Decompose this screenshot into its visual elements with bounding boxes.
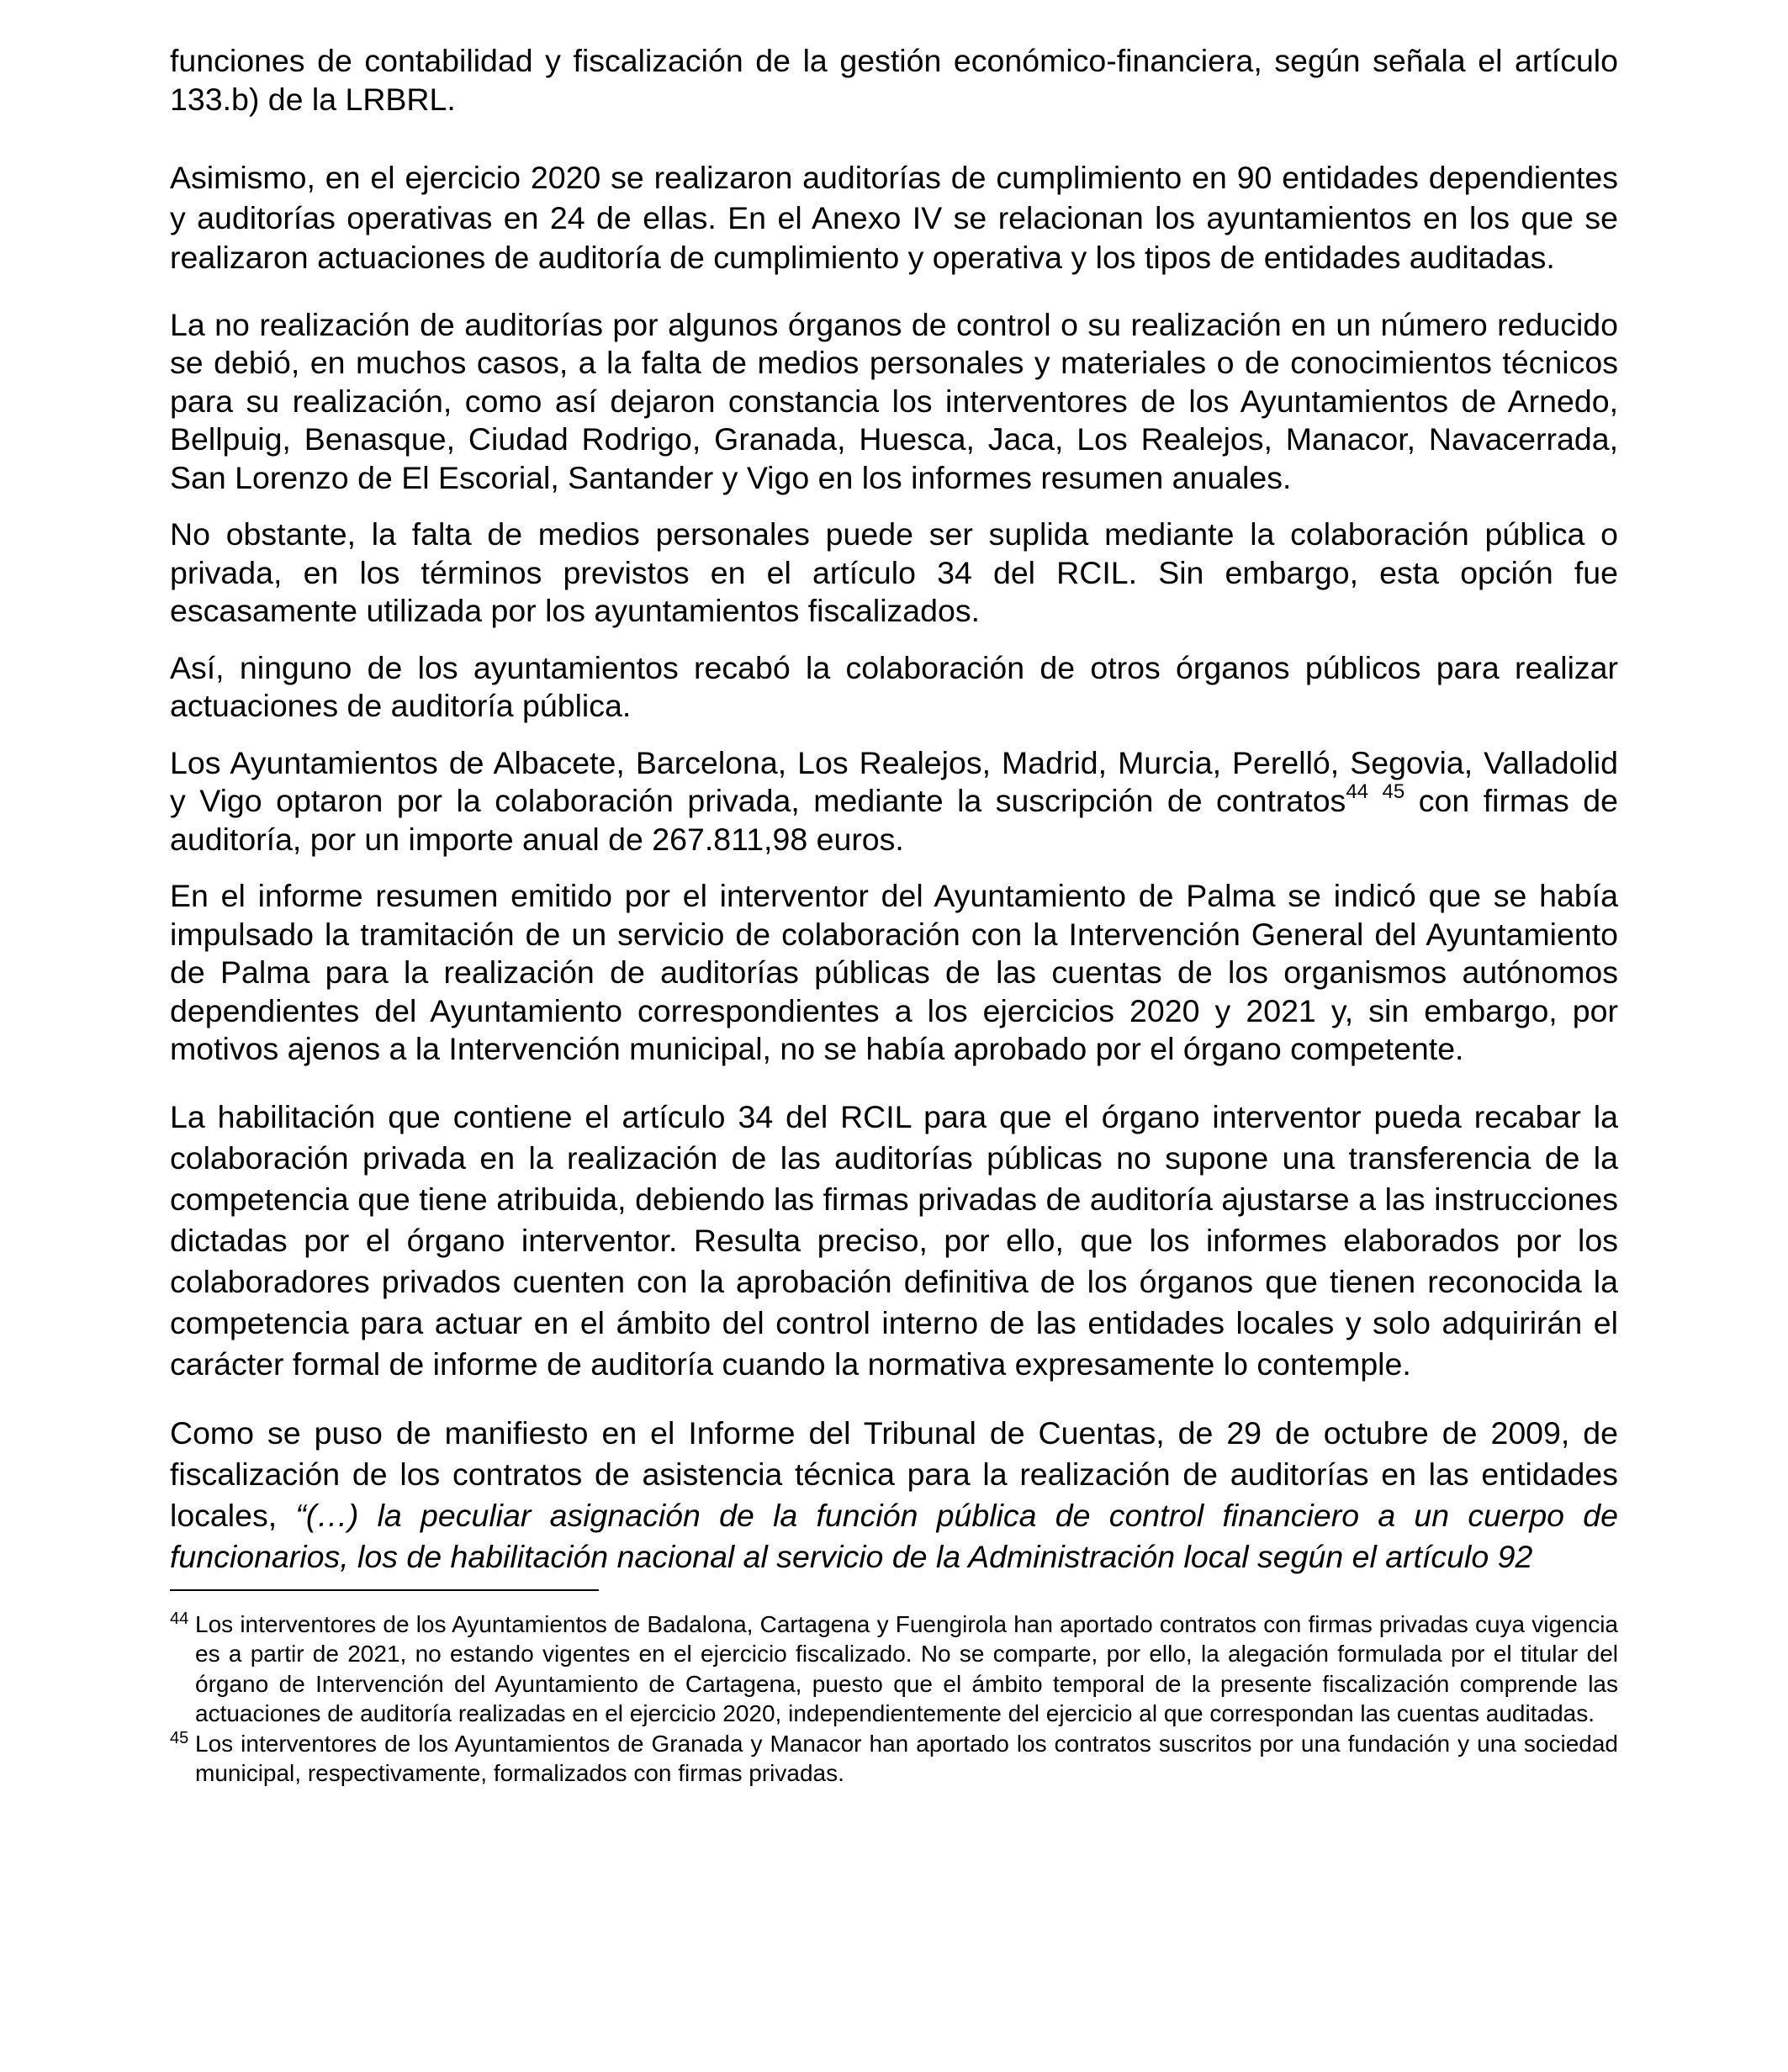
footnote-44 [170,1610,1618,1729]
paragraph-colaboracion-privada [170,744,1618,859]
paragraph-contabilidad: funciones de contabilidad y fiscalización de la gestión económico-financiera, según señala el artículo 133.b) de la LRBRL. [170,43,1618,117]
footnote-ref-44[interactable]: 44 [1346,780,1369,803]
paragraph-falta-medios: No obstante, la falta de medios personales puede ser suplida mediante la colaboración pública o privada, en los términos previstos en el artículo 34 del RCIL. Sin embargo, esta opción fue escasamente utilizada por los ayuntamientos fiscalizados. [170,516,1618,628]
footnote-ref-45[interactable]: 45 [1382,780,1405,803]
paragraph-colaboracion-privada-text: Los Ayuntamientos de Albacete, Barcelona, Los Realejos, Madrid, Murcia, Perelló, Segovia, Valladolid y Vigo optaron por la colaboración privada, mediante la suscripción de contratos [170,744,1618,818]
paragraph-tribunal-cuentas-quote: “(…) la peculiar asignación de la función pública de control financiero a un cuerpo de funcionarios, los de habilitación nacional al servicio de la Administración local según el artículo 92 [170,1497,1618,1574]
footnote-separator [170,1589,599,1591]
footnote-number: 45 [170,1728,189,1747]
paragraph-tribunal-cuentas-text: Como se puso de manifiesto en el Informe del Tribunal de Cuentas, de 29 de octubre de 2009, de fiscalización de los contratos de asistencia técnica para la realización de auditorías en las entidades locales, [170,1414,1618,1533]
footnote-text: Los interventores de los Ayuntamientos de Granada y Manacor han aportado los contratos suscritos por una fundación y una sociedad municipal, respectivamente, formalizados con firmas privadas. [195,1730,1618,1786]
paragraph-tribunal-cuentas [170,1413,1618,1578]
footnote-45 [170,1729,1618,1789]
paragraph-no-realizacion: La no realización de auditorías por algunos órganos de control o su realización en un número reducido se debió, en muchos casos, a la falta de medios personales y materiales o de conocimientos técnicos para su realización, como así dejaron constancia los interventores de los Ayuntamientos de Arnedo, Bellpuig, Benasque, Ciudad Rodrigo, Granada, Huesca, Jaca, Los Realejos, Manacor, Navacerrada, San Lorenzo de El Escorial, Santander y Vigo en los informes resumen anuales. [170,306,1618,495]
footnote-number: 44 [170,1609,189,1628]
paragraph-palma: En el informe resumen emitido por el interventor del Ayuntamiento de Palma se indicó que se había impulsado la tramitación de un servicio de colaboración con la Intervención General del Ayuntamiento de Palma para la realización de auditorías públicas de las cuentas de los organismos autónomos dependientes del Ayuntamiento correspondientes a los ejercicios 2020 y 2021 y, sin embargo, por motivos ajenos a la Intervención municipal, no se había aprobado por el órgano competente. [170,878,1618,1066]
paragraph-colaboracion-publica: Así, ninguno de los ayuntamientos recabó la colaboración de otros órganos públicos para realizar actuaciones de auditoría pública. [170,649,1618,723]
document-page [170,42,1618,1789]
paragraph-colaboracion-privada-tail: con firmas de auditoría, por un importe anual de 267.811,98 euros. [170,783,1619,857]
paragraph-auditorias-2020: Asimismo, en el ejercicio 2020 se realizaron auditorías de cumplimiento en 90 entidades dependientes y auditorías operativas en 24 de ellas. En el Anexo IV se relacionan los ayuntamientos en los que se realizaron actuaciones de auditoría de cumplimiento y operativa y los tipos de entidades auditadas. [170,160,1618,275]
paragraph-habilitacion: La habilitación que contiene el artículo 34 del RCIL para que el órgano interventor pueda recabar la colaboración privada en la realización de las auditorías públicas no supone una transferencia de la competencia que tiene atribuida, debiendo las firmas privadas de auditoría ajustarse a las instrucciones dictadas por el órgano interventor. Resulta preciso, por ello, que los informes elaborados por los colaboradores privados cuenten con la aprobación definitiva de los órganos que tienen reconocida la competencia para actuar en el ámbito del control interno de las entidades locales y solo adquirirán el carácter formal de informe de auditoría cuando la normativa expresamente lo contemple. [170,1098,1618,1382]
footnote-text: Los interventores de los Ayuntamientos de Badalona, Cartagena y Fuengirola han aportado contratos con firmas privadas cuya vigencia es a partir de 2021, no estando vigentes en el ejercicio fiscalizado. No se comparte, por ello, la alegación formulada por el titular del órgano de Intervención del Ayuntamiento de Cartagena, puesto que el ámbito temporal de la presente fiscalización comprende las actuaciones de auditoría realizadas en el ejercicio 2020, independientemente del ejercicio al que correspondan las cuentas auditadas. [195,1610,1618,1726]
